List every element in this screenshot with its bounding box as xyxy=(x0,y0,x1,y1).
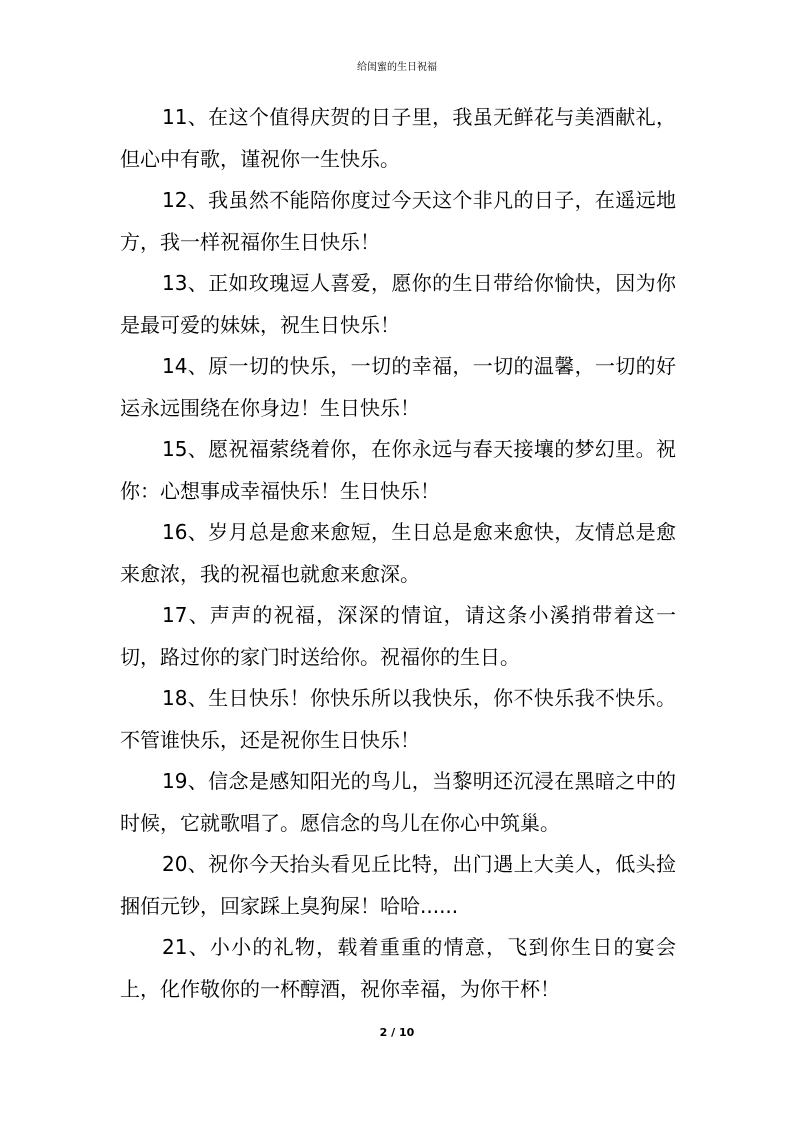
paragraph-18: 18、生日快乐！你快乐所以我快乐，你不快乐我不快乐。不管谁快乐，还是祝你生日快乐！ xyxy=(120,686,676,752)
page-header: 给闺蜜的生日祝福 xyxy=(357,62,437,73)
paragraph-12: 12、我虽然不能陪你度过今天这个非凡的日子，在遥远地方，我一样祝福你生日快乐！ xyxy=(120,188,676,254)
document-body xyxy=(120,97,676,1010)
paragraph-21: 21、小小的礼物，载着重重的情意，飞到你生日的宴会上，化作敬你的一杯醇酒，祝你幸福，为你干杯！ xyxy=(120,935,676,1001)
paragraph-13: 13、正如玫瑰逗人喜爱，愿你的生日带给你愉快，因为你是最可爱的妹妹，祝生日快乐！ xyxy=(120,271,676,337)
paragraph-14: 14、原一切的快乐，一切的幸福，一切的温馨，一切的好运永远围绕在你身边！生日快乐！ xyxy=(120,354,676,420)
paragraph-17: 17、声声的祝福，深深的情谊，请这条小溪捎带着这一切，路过你的家门时送给你。祝福你的生日。 xyxy=(120,603,676,669)
paragraph-20: 20、祝你今天抬头看见丘比特，出门遇上大美人，低头捡捆佰元钞，回家踩上臭狗屎！哈哈...... xyxy=(120,852,676,918)
paragraph-16: 16、岁月总是愈来愈短，生日总是愈来愈快，友情总是愈来愈浓，我的祝福也就愈来愈深。 xyxy=(120,520,676,586)
paragraph-11: 11、在这个值得庆贺的日子里，我虽无鲜花与美酒献礼，但心中有歌，谨祝你一生快乐。 xyxy=(120,105,676,171)
paragraph-15: 15、愿祝福萦绕着你，在你永远与春天接壤的梦幻里。祝你：心想事成幸福快乐！生日快乐！ xyxy=(120,437,676,503)
page-number: 2 / 10 xyxy=(379,1026,415,1039)
paragraph-19: 19、信念是感知阳光的鸟儿，当黎明还沉浸在黑暗之中的时候，它就歌唱了。愿信念的鸟儿在你心中筑巢。 xyxy=(120,769,676,835)
